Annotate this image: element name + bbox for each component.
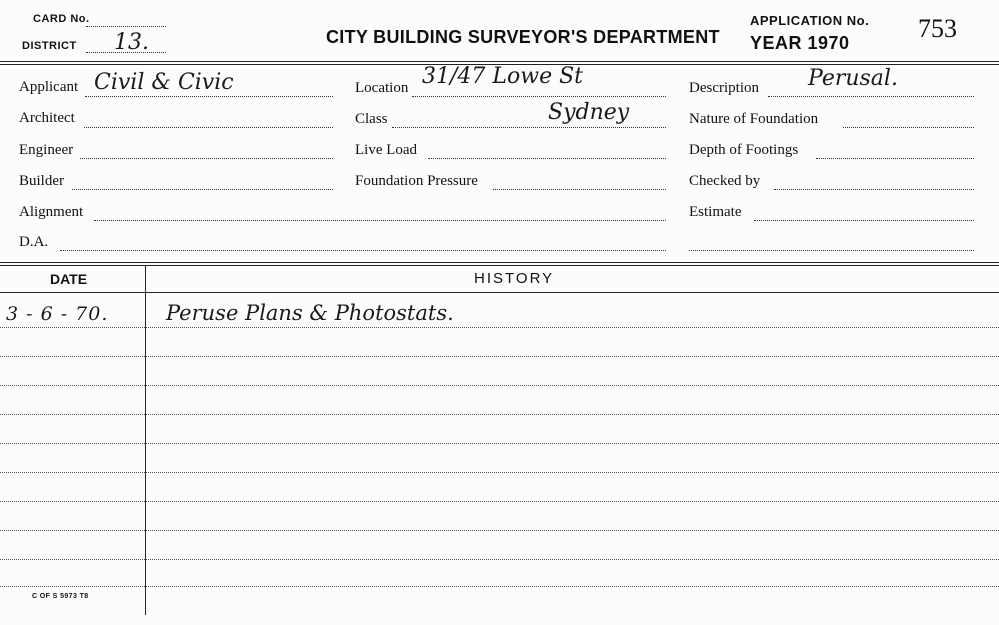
depth-of-footings-line — [816, 158, 974, 159]
applicant-line — [85, 96, 333, 97]
da-line — [60, 250, 666, 251]
description-line — [768, 96, 974, 97]
estimate-line — [754, 220, 974, 221]
history-row-line — [0, 472, 999, 473]
location-label: Location — [355, 80, 409, 96]
description-label: Description — [689, 80, 759, 96]
history-rule-top-2 — [0, 265, 999, 266]
estimate-label: Estimate — [689, 204, 742, 220]
application-number: 753 — [918, 14, 957, 43]
class-label: Class — [355, 111, 388, 127]
print-code: C OF S 5973 T8 — [32, 593, 89, 600]
history-header: HISTORY — [474, 270, 555, 287]
alignment-line — [94, 220, 666, 221]
card-no-line — [86, 26, 166, 27]
history-row-line — [0, 385, 999, 386]
live-load-line — [428, 158, 666, 159]
history-rule-top — [0, 262, 999, 263]
history-row-line — [0, 586, 999, 587]
engineer-line — [80, 158, 333, 159]
location-line — [412, 96, 666, 97]
history-row-line — [0, 327, 999, 328]
department-title: CITY BUILDING SURVEYOR'S DEPARTMENT — [326, 27, 720, 47]
da-label: D.A. — [19, 234, 49, 250]
live-load-label: Live Load — [355, 142, 418, 158]
history-entry-date: 3 - 6 - 70. — [6, 303, 109, 325]
engineer-label: Engineer — [19, 142, 74, 158]
foundation-pressure-line — [493, 189, 666, 190]
depth-of-footings-label: Depth of Footings — [689, 142, 799, 158]
header-rule — [0, 61, 999, 62]
history-row-line — [0, 530, 999, 531]
builder-label: Builder — [19, 173, 64, 189]
history-row-line — [0, 443, 999, 444]
nature-of-foundation-line — [843, 127, 974, 128]
class-line — [392, 127, 666, 128]
card-no-label: CARD No. — [33, 13, 90, 25]
history-row-line — [0, 501, 999, 502]
year-label: YEAR 1970 — [750, 33, 850, 53]
architect-label: Architect — [19, 110, 75, 126]
history-row-line — [0, 414, 999, 415]
application-label: APPLICATION No. — [750, 13, 870, 28]
date-header: DATE — [50, 271, 88, 287]
history-row-line — [0, 559, 999, 560]
applicant-value: Civil & Civic — [94, 70, 234, 95]
checked-by-line — [774, 189, 974, 190]
nature-of-foundation-label: Nature of Foundation — [689, 111, 819, 127]
location-value-line2: Sydney — [548, 100, 630, 125]
column-divider — [145, 265, 146, 615]
builder-line — [72, 189, 333, 190]
district-label: DISTRICT — [22, 40, 77, 52]
applicant-label: Applicant — [19, 79, 79, 95]
history-header-rule — [0, 292, 999, 293]
history-entry-text: Peruse Plans & Photostats. — [166, 301, 454, 325]
checked-by-label: Checked by — [689, 173, 761, 189]
description-value: Perusal. — [808, 66, 898, 91]
foundation-pressure-label: Foundation Pressure — [355, 173, 478, 189]
location-value: 31/47 Lowe St — [422, 64, 584, 89]
alignment-label: Alignment — [19, 204, 84, 220]
architect-line — [84, 127, 333, 128]
district-value: 13. — [114, 30, 149, 55]
estimate-line-2 — [689, 250, 974, 251]
history-row-line — [0, 356, 999, 357]
